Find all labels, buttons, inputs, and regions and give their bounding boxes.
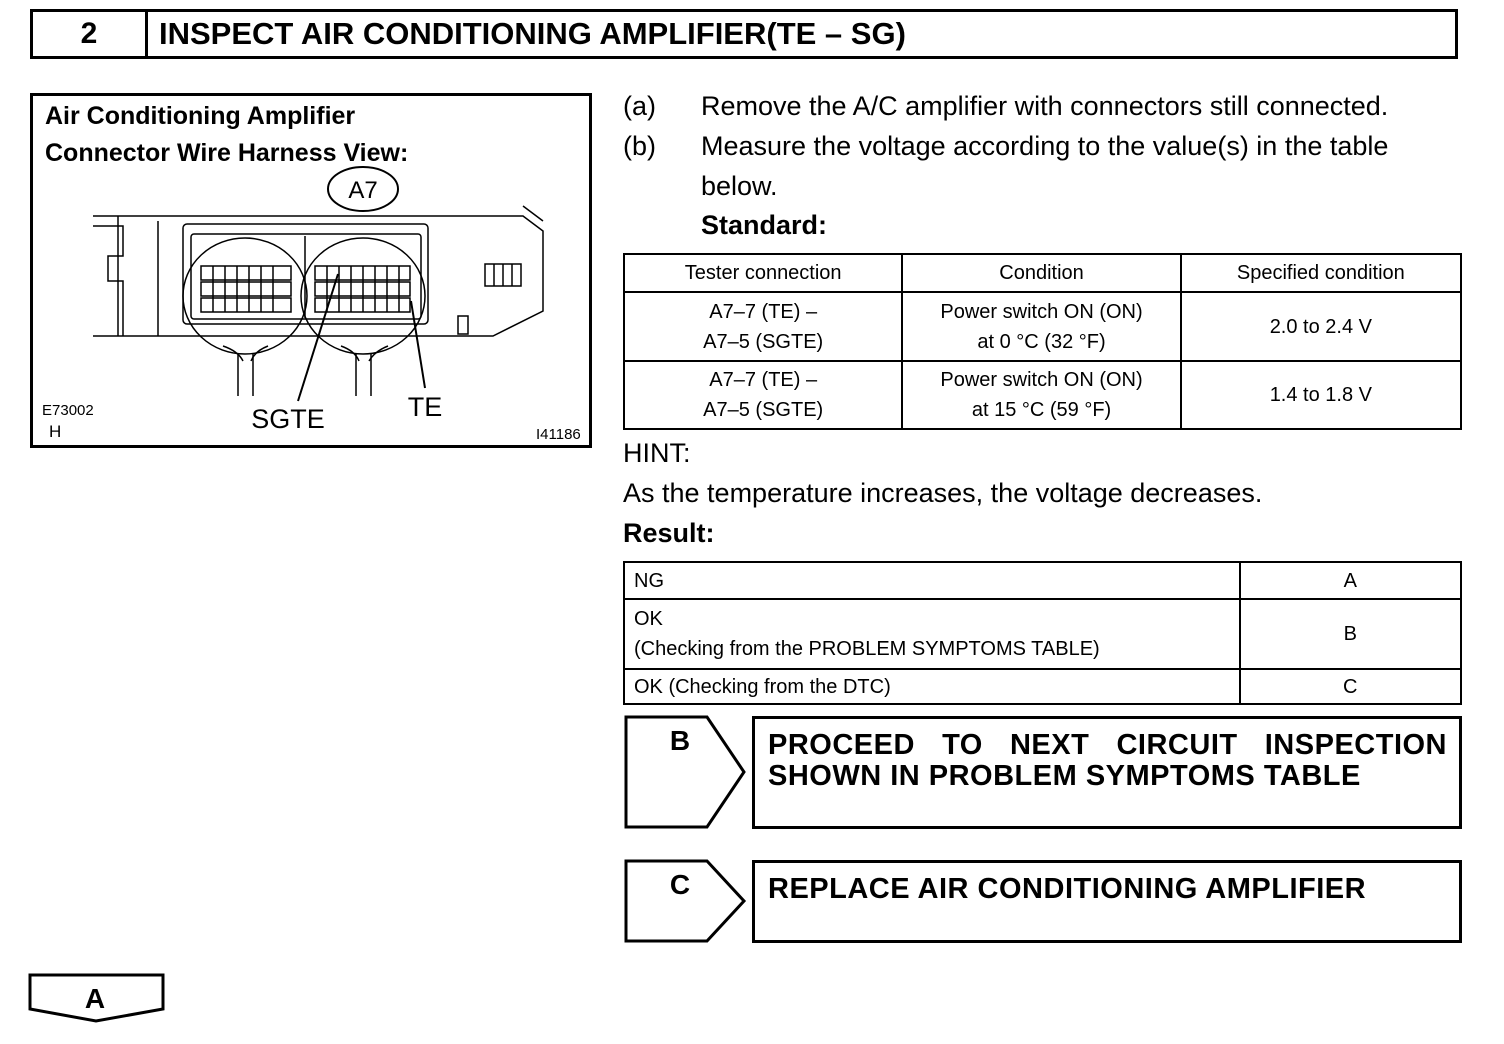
cell-connection xyxy=(624,292,902,361)
cell-condition-line-2: at 15 °C (59 °F) xyxy=(971,399,1112,421)
result-b-action: PROCEED TO NEXT CIRCUIT INSPECTION SHOWN IN PROBLEM SYMPTOMS TABLE xyxy=(752,716,1462,829)
instruction-letter-a: (a) xyxy=(623,91,656,121)
figure-code-3: I41186 xyxy=(536,426,581,443)
cell-connection-line-1: A7–7 (TE) – xyxy=(709,300,818,323)
step-title: INSPECT AIR CONDITIONING AMPLIFIER(TE – SG) xyxy=(159,16,906,51)
table-row xyxy=(624,599,1461,669)
result-code: A xyxy=(1240,562,1461,599)
figure-code-2: H xyxy=(49,422,62,441)
standard-table xyxy=(623,253,1462,430)
connector-figure xyxy=(30,93,592,448)
cell-condition-line-1: Power switch ON (ON) xyxy=(940,300,1143,323)
hint-text: As the temperature increases, the voltage decreases. xyxy=(623,478,1263,508)
cell-connection-line-1: A7–7 (TE) – xyxy=(709,369,818,391)
table-row xyxy=(624,562,1461,599)
table-row xyxy=(624,669,1461,704)
continue-a-code: A xyxy=(84,983,106,1014)
cell-connection-line-2: A7–5 (SGTE) xyxy=(703,399,824,421)
cell-condition xyxy=(902,361,1180,429)
standard-label: Standard: xyxy=(701,210,828,240)
figure-title-line-2: Connector Wire Harness View: xyxy=(45,139,409,167)
instruction-text-b: Measure the voltage according to the value(s) in the table below. xyxy=(701,131,1389,201)
cell-connection-line-2: A7–5 (SGTE) xyxy=(703,330,824,353)
pin-label-sgte: SGTE xyxy=(251,404,325,434)
result-code: C xyxy=(1240,669,1461,704)
header-condition: Condition xyxy=(902,254,1180,292)
result-text-line-2: (Checking from the PROBLEM SYMPTOMS TABLE) xyxy=(634,638,1100,660)
step-number: 2 xyxy=(33,12,148,56)
instruction-letter-b: (b) xyxy=(623,131,656,161)
cell-spec: 2.0 to 2.4 V xyxy=(1181,292,1461,361)
result-label: Result: xyxy=(623,518,715,548)
result-b-code: B xyxy=(669,725,691,756)
cell-spec: 1.4 to 1.8 V xyxy=(1181,361,1461,429)
connector-label: A7 xyxy=(348,177,378,204)
cell-connection xyxy=(624,361,902,429)
hint-label: HINT: xyxy=(623,438,691,468)
result-text: OK (Checking from the DTC) xyxy=(624,669,1240,704)
cell-condition xyxy=(902,292,1180,361)
step-header xyxy=(30,9,1458,59)
table-header-row xyxy=(624,254,1461,292)
table-row xyxy=(624,361,1461,429)
header-specified-condition: Specified condition xyxy=(1181,254,1461,292)
instruction-text-a: Remove the A/C amplifier with connectors still connected. xyxy=(701,91,1389,121)
figure-code-1: E73002 xyxy=(42,402,94,419)
cell-condition-line-1: Power switch ON (ON) xyxy=(940,369,1143,391)
cell-condition-line-2: at 0 °C (32 °F) xyxy=(977,330,1106,353)
connector-diagram xyxy=(33,96,589,445)
result-text xyxy=(624,599,1240,669)
figure-title-line-1: Air Conditioning Amplifier xyxy=(45,102,356,130)
pin-label-te: TE xyxy=(407,392,443,422)
header-tester-connection: Tester connection xyxy=(624,254,902,292)
result-text: NG xyxy=(624,562,1240,599)
result-table xyxy=(623,561,1462,705)
result-code: B xyxy=(1240,599,1461,669)
result-text-line-1: OK xyxy=(634,608,663,630)
result-c-action: REPLACE AIR CONDITIONING AMPLIFIER xyxy=(752,860,1462,943)
result-c-code: C xyxy=(669,869,691,900)
table-row xyxy=(624,292,1461,361)
